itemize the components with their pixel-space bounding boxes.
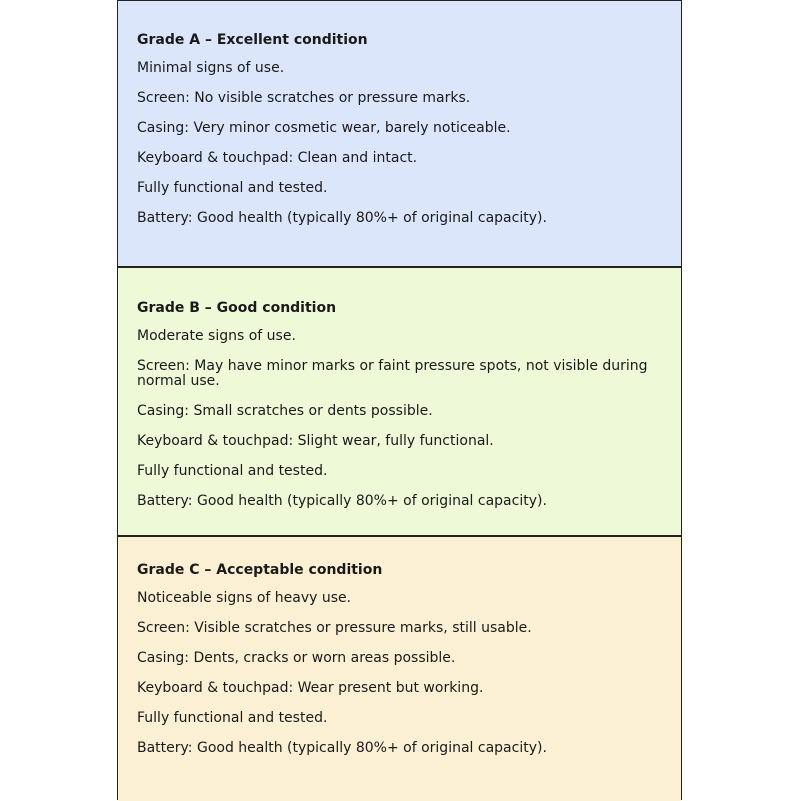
grade-a-item: Casing: Very minor cosmetic wear, barely noticeable.: [137, 120, 511, 136]
grade-b-item: Keyboard & touchpad: Slight wear, fully functional.: [137, 433, 494, 449]
grade-a-item: Minimal signs of use.: [137, 60, 285, 76]
grade-a-item: Battery: Good health (typically 80%+ of original capacity).: [137, 210, 547, 226]
grade-c-item: Keyboard & touchpad: Wear present but working.: [137, 680, 484, 696]
grade-b-item: Fully functional and tested.: [137, 463, 328, 479]
grade-c-title: Grade C – Acceptable condition: [137, 562, 383, 578]
grade-c-item: Noticeable signs of heavy use.: [137, 590, 352, 606]
grade-c-item: Fully functional and tested.: [137, 710, 328, 726]
grade-c-item: Screen: Visible scratches or pressure marks, still usable.: [137, 620, 532, 636]
grade-a-item: Screen: No visible scratches or pressure marks.: [137, 90, 471, 106]
grade-c-item: Casing: Dents, cracks or worn areas possible.: [137, 650, 456, 666]
grade-c-section: [118, 537, 681, 801]
grade-b-section: [118, 268, 681, 537]
grade-a-item: Fully functional and tested.: [137, 180, 328, 196]
grade-b-item: Casing: Small scratches or dents possible.: [137, 403, 433, 419]
grade-b-item: Battery: Good health (typically 80%+ of original capacity).: [137, 493, 547, 509]
grade-b-item: Screen: May have minor marks or faint pressure spots, not visible during normal use.: [137, 358, 648, 389]
grade-a-section: [118, 1, 681, 268]
grade-b-title: Grade B – Good condition: [137, 300, 337, 316]
grade-c-item: Battery: Good health (typically 80%+ of original capacity).: [137, 740, 547, 756]
grading-table: [117, 0, 682, 800]
grade-b-item: Moderate signs of use.: [137, 328, 296, 344]
grade-a-title: Grade A – Excellent condition: [137, 32, 368, 48]
grade-a-item: Keyboard & touchpad: Clean and intact.: [137, 150, 418, 166]
